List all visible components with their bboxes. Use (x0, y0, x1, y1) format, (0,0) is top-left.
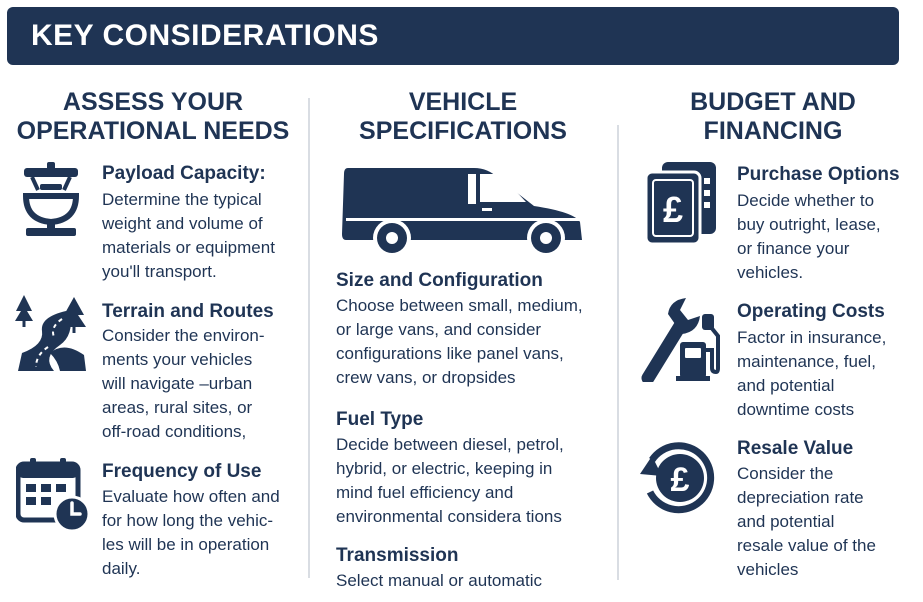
pound-card-icon (644, 160, 718, 246)
purchase-options-title: Purchase Options (737, 164, 900, 185)
winding-road-icon (14, 293, 88, 373)
operating-costs-text: Factor in insurance, maintenance, fuel, and potential downtime costs (737, 328, 887, 419)
calendar-clock-icon (16, 456, 92, 534)
payload-capacity-text: Determine the typical weight and volume of materials or equipment you'll transport. (102, 190, 275, 281)
purchase-options-text: Decide whether to buy outright, lease, or finance your vehicles. (737, 191, 881, 282)
frequency-of-use-text: Evaluate how often and for how long the vehic- les will be in operation daily. (102, 487, 280, 578)
fuel-type-text: Decide between diesel, petrol, hybrid, or electric, keeping in mind fuel efficiency and environmental considera tions (336, 435, 564, 526)
column-title-operational-needs: ASSESS YOUR OPERATIONAL NEEDS (16, 88, 290, 145)
resale-value-text: Consider the depreciation rate and potential resale value of the vehicles (737, 464, 876, 579)
resale-value-title: Resale Value (737, 438, 854, 459)
transmission-text: Select manual or automatic (336, 571, 542, 590)
svg-text:£: £ (670, 461, 690, 499)
column-divider-1 (308, 98, 310, 578)
column-divider-2 (617, 125, 619, 580)
transmission-title: Transmission (336, 545, 459, 566)
terrain-routes-title: Terrain and Routes (102, 301, 274, 322)
page-title: KEY CONSIDERATIONS (31, 19, 379, 52)
header-banner (7, 7, 899, 65)
size-configuration-title: Size and Configuration (336, 270, 543, 291)
svg-text:£: £ (662, 189, 684, 230)
terrain-routes-text: Consider the environ- ments your vehicles will navigate –urban areas, rural sites, or off-road conditions, (102, 326, 265, 441)
van-icon (338, 160, 586, 258)
pound-cycle-icon (638, 436, 720, 518)
frequency-of-use-title: Frequency of Use (102, 461, 262, 482)
wrench-fuel-icon (640, 296, 720, 382)
size-configuration-text: Choose between small, medium, or large vans, and consider configurations like panel vans, crew vans, or dropsides (336, 296, 583, 387)
payload-scale-icon (18, 160, 84, 240)
payload-capacity-title: Payload Capacity: (102, 163, 266, 184)
column-title-vehicle-specifications: VEHICLE SPECIFICATIONS (359, 88, 567, 145)
operating-costs-title: Operating Costs (737, 301, 885, 322)
column-title-budget-financing: BUDGET AND FINANCING (690, 88, 856, 145)
fuel-type-title: Fuel Type (336, 409, 424, 430)
